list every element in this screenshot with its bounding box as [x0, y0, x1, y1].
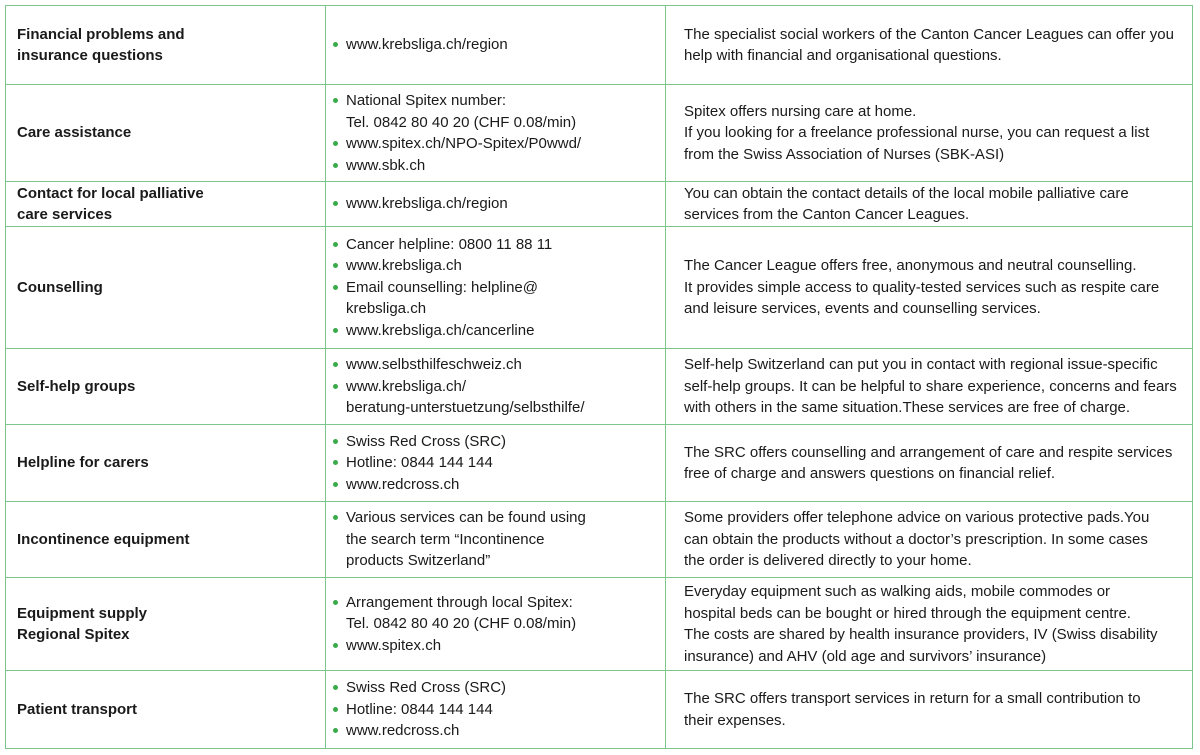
description-text: free of charge and answers questions on financial relief.	[684, 465, 1056, 482]
contact-item	[333, 193, 659, 215]
bullet-icon	[333, 460, 338, 465]
description-text: and leisure services, events and counselling services.	[684, 300, 1041, 318]
description-text: services from the Canton Cancer Leagues.	[684, 206, 970, 223]
bullet-icon	[333, 98, 338, 103]
services-table	[5, 5, 1193, 749]
contact-cell	[326, 578, 666, 671]
bullet-icon	[333, 362, 338, 367]
contact-item	[333, 234, 659, 256]
contact-text: www.redcross.ch	[346, 475, 460, 493]
contact-list	[333, 90, 659, 176]
contact-text: www.krebsliga.ch/region	[346, 36, 508, 54]
contact-text: Swiss Red Cross (SRC)	[346, 432, 507, 450]
description-cell	[666, 425, 1193, 502]
contact-text: www.spitex.ch	[346, 636, 442, 654]
description-text: Self-help Switzerland can put you in contact with regional issue-specific	[684, 356, 1158, 374]
description-text: Spitex offers nursing care at home.	[684, 102, 917, 120]
contact-text: Various services can be found using	[346, 509, 586, 527]
contact-item	[333, 699, 659, 721]
description-text: hospital beds can be bought or hired through the equipment centre.	[684, 604, 1131, 622]
contact-text: Hotline: 0844 144 144	[346, 454, 493, 472]
bullet-icon	[333, 242, 338, 247]
table-row	[6, 502, 1193, 578]
topic-text: Contact for local palliative	[17, 184, 204, 202]
description-text: The SRC offers transport services in return for a small contribution to	[684, 690, 1141, 707]
contact-cell	[326, 671, 666, 749]
contact-text: krebsliga.ch	[346, 300, 427, 318]
bullet-icon	[333, 328, 338, 333]
contact-text: www.krebsliga.ch/cancerline	[346, 321, 535, 339]
topic-cell	[6, 349, 326, 425]
bullet-icon	[333, 600, 338, 605]
table-body	[6, 6, 1193, 749]
description-cell	[666, 671, 1193, 749]
topic-text: Helpline for carers	[17, 454, 149, 472]
contact-item	[333, 155, 659, 177]
description-text: the order is delivered directly to your home.	[684, 552, 972, 570]
contact-text: www.sbk.ch	[346, 156, 426, 174]
contact-cell	[326, 502, 666, 578]
contact-item	[333, 255, 659, 277]
contact-list	[333, 592, 659, 657]
contact-item	[333, 474, 659, 496]
contact-text: Hotline: 0844 144 144	[346, 700, 493, 718]
description-text: The costs are shared by health insurance providers, IV (Swiss disability	[684, 626, 1158, 643]
contact-text: the search term “Incontinence	[346, 530, 545, 548]
topic-text: Equipment supply	[17, 604, 148, 622]
bullet-icon	[333, 707, 338, 712]
contact-list	[333, 431, 659, 496]
contact-text: Arrangement through local Spitex:	[346, 593, 573, 611]
contact-list	[333, 507, 659, 572]
bullet-icon	[333, 163, 338, 168]
bullet-icon	[333, 42, 338, 47]
description-text: It provides simple access to quality-tested services such as respite care	[684, 278, 1160, 296]
contact-item	[333, 452, 659, 474]
description-text: help with financial and organisational questions.	[684, 47, 1002, 64]
contact-cell	[326, 6, 666, 85]
topic-cell	[6, 425, 326, 502]
description-cell	[666, 6, 1193, 85]
table-row	[6, 578, 1193, 671]
description-cell	[666, 182, 1193, 227]
contact-item	[333, 376, 659, 419]
topic-cell	[6, 227, 326, 349]
bullet-icon	[333, 482, 338, 487]
description-text: The specialist social workers of the Canton Cancer Leagues can offer you	[684, 25, 1174, 43]
bullet-icon	[333, 263, 338, 268]
contact-item	[333, 592, 659, 635]
topic-text: Incontinence equipment	[17, 530, 190, 548]
topic-cell	[6, 182, 326, 227]
contact-item	[333, 354, 659, 376]
table-row	[6, 85, 1193, 182]
bullet-icon	[333, 515, 338, 520]
contact-list	[333, 34, 659, 56]
topic-text: Counselling	[17, 278, 103, 296]
bullet-icon	[333, 384, 338, 389]
contact-text: Swiss Red Cross (SRC)	[346, 679, 507, 697]
topic-text: Patient transport	[17, 700, 138, 718]
contact-item	[333, 320, 659, 342]
description-text: Everyday equipment such as walking aids, mobile commodes or	[684, 583, 1111, 600]
table-row	[6, 671, 1193, 749]
contact-text: www.krebsliga.ch	[346, 257, 462, 275]
contact-item	[333, 677, 659, 699]
contact-text: www.selbsthilfeschweiz.ch	[346, 356, 522, 374]
topic-cell	[6, 578, 326, 671]
contact-item	[333, 507, 659, 572]
contact-text: Email counselling: helpline@	[346, 278, 538, 296]
contact-list	[333, 677, 659, 742]
description-text: their expenses.	[684, 711, 786, 729]
topic-text: insurance questions	[17, 47, 163, 64]
topic-cell	[6, 6, 326, 85]
contact-text: www.krebsliga.ch/region	[346, 195, 508, 213]
table-row	[6, 6, 1193, 85]
bullet-icon	[333, 439, 338, 444]
description-cell	[666, 85, 1193, 182]
contact-item	[333, 720, 659, 742]
topic-cell	[6, 85, 326, 182]
contact-text: products Switzerland”	[346, 552, 491, 570]
bullet-icon	[333, 643, 338, 648]
description-cell	[666, 502, 1193, 578]
description-text: Some providers offer telephone advice on various protective pads.You	[684, 509, 1150, 527]
description-cell	[666, 578, 1193, 671]
table-row	[6, 227, 1193, 349]
contact-text: Tel. 0842 80 40 20 (CHF 0.08/min)	[346, 615, 577, 633]
contact-text: National Spitex number:	[346, 92, 507, 109]
contact-cell	[326, 182, 666, 227]
contact-item	[333, 133, 659, 155]
contact-item	[333, 277, 659, 320]
topic-text: Regional Spitex	[17, 626, 130, 643]
bullet-icon	[333, 285, 338, 290]
contact-cell	[326, 85, 666, 182]
description-text: from the Swiss Association of Nurses (SBK-ASI)	[684, 145, 1005, 163]
contact-text: www.redcross.ch	[346, 722, 460, 740]
contact-text: www.krebsliga.ch/	[346, 377, 467, 395]
contact-item	[333, 431, 659, 453]
contact-list	[333, 234, 659, 342]
bullet-icon	[333, 141, 338, 146]
description-text: insurance) and AHV (old age and survivors’ insurance)	[684, 647, 1047, 665]
contact-item	[333, 34, 659, 56]
contact-cell	[326, 425, 666, 502]
contact-item	[333, 635, 659, 657]
contact-list	[333, 193, 659, 215]
description-cell	[666, 227, 1193, 349]
contact-text: beratung-unterstuetzung/selbsthilfe/	[346, 399, 585, 417]
table-row	[6, 349, 1193, 425]
bullet-icon	[333, 201, 338, 206]
description-text: self-help groups. It can be helpful to share experience, concerns and fears	[684, 377, 1177, 395]
description-text: can obtain the products without a doctor’s prescription. In some cases	[684, 530, 1148, 548]
bullet-icon	[333, 685, 338, 690]
topic-cell	[6, 671, 326, 749]
description-text: If you looking for a freelance professional nurse, you can request a list	[684, 124, 1150, 142]
topic-cell	[6, 502, 326, 578]
topic-text: Care assistance	[17, 124, 132, 142]
bullet-icon	[333, 728, 338, 733]
description-text: The SRC offers counselling and arrangement of care and respite services	[684, 443, 1173, 461]
contact-list	[333, 354, 659, 419]
topic-text: Financial problems and	[17, 25, 185, 43]
topic-text: care services	[17, 206, 113, 223]
description-text: You can obtain the contact details of the local mobile palliative care	[684, 184, 1129, 202]
contact-text: Cancer helpline: 0800 11 88 11	[346, 235, 553, 253]
description-cell	[666, 349, 1193, 425]
contact-cell	[326, 227, 666, 349]
description-text: The Cancer League offers free, anonymous and neutral counselling.	[684, 257, 1137, 275]
topic-text: Self-help groups	[17, 377, 136, 395]
table-row	[6, 425, 1193, 502]
description-text: with others in the same situation.These services are free of charge.	[684, 399, 1131, 417]
contact-item	[333, 90, 659, 133]
contact-text: www.spitex.ch/NPO-Spitex/P0wwd/	[346, 135, 582, 152]
contact-text: Tel. 0842 80 40 20 (CHF 0.08/min)	[346, 113, 577, 131]
contact-cell	[326, 349, 666, 425]
table-row	[6, 182, 1193, 227]
